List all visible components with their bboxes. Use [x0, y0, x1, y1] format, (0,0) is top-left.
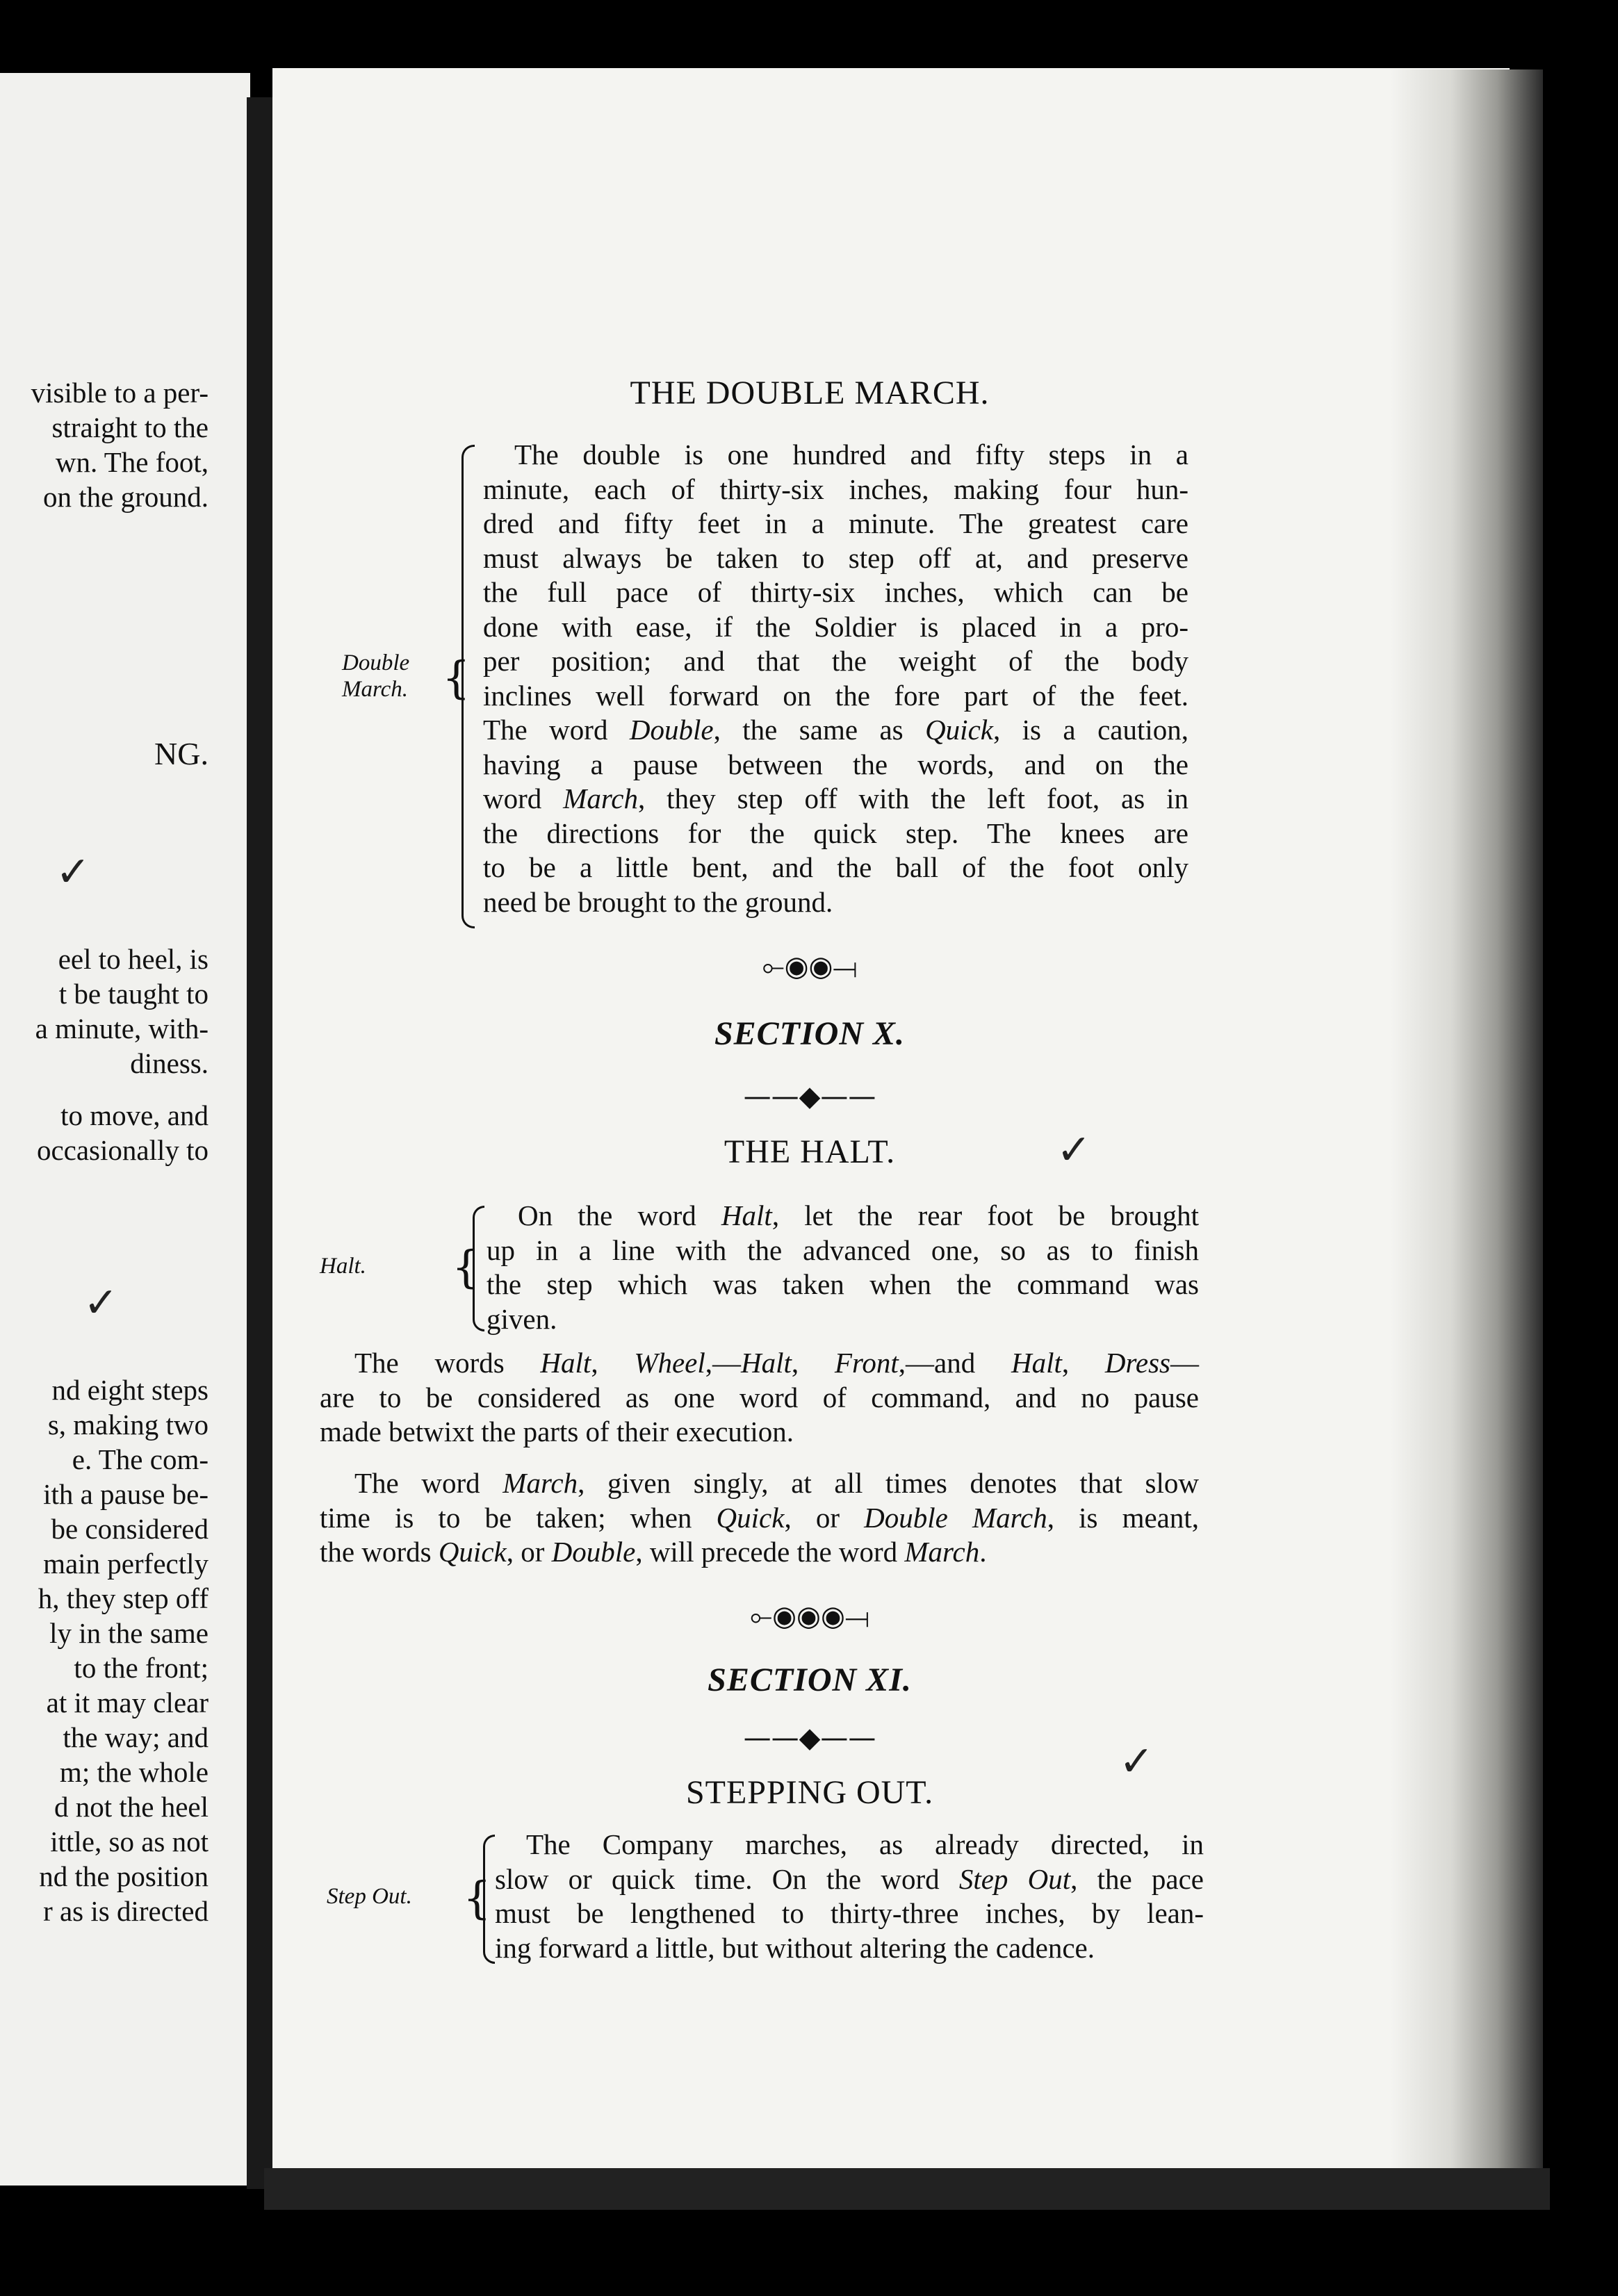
text-line: need be brought to the ground. [483, 885, 833, 918]
marginal-line: Double [342, 650, 410, 675]
left-page-line: at it may clear [46, 1687, 209, 1719]
text-line: must always be taken to step off at, and preserve [483, 541, 1188, 574]
left-page-line: d not the heel [54, 1791, 209, 1823]
text-line: to be a little bent, and the ball of the foot only [483, 851, 1188, 883]
double-march-brace-tip: { [442, 653, 471, 704]
left-page-line: be considered [51, 1513, 209, 1545]
left-page-line: m; the whole [59, 1756, 209, 1788]
ornament-divider: ⟜◉◉⟞ [762, 951, 858, 983]
halt-heading: THE HALT. [724, 1133, 896, 1170]
step-out-marginal: Step Out. [327, 1884, 412, 1909]
left-page-line: to move, and [60, 1099, 209, 1131]
left-page-line: h, they step off [38, 1582, 209, 1614]
left-page-line: r as is directed [43, 1895, 209, 1927]
left-page-line: visible to a per- [31, 377, 209, 409]
left-page-line: e. The com- [72, 1443, 209, 1475]
text-line: having a pause between the words, and on the [483, 748, 1188, 780]
text-line: ing forward a little, but without altering the cadence. [495, 1931, 1095, 1964]
text-line: per position; and that the weight of the body [483, 645, 1188, 677]
double-march-heading: THE DOUBLE MARCH. [630, 375, 990, 411]
left-page-line: wn. The foot, [55, 446, 209, 478]
text-line: the words Quick, or Double, will precede the word March. [320, 1536, 987, 1568]
left-page-line: ith a pause be- [43, 1478, 209, 1510]
text-line: inclines well forward on the fore part of the feet. [483, 679, 1188, 712]
text-line: the full pace of thirty-six inches, which can be [483, 576, 1188, 608]
left-page-line: t be taught to [58, 978, 209, 1010]
section-x-title: SECTION X. [714, 1015, 906, 1052]
text-line: The words Halt, Wheel,—Halt, Front,—and Halt, Dress— [354, 1347, 1200, 1379]
text-line: dred and fifty feet in a minute. The greatest care [483, 507, 1188, 539]
halt-marginal: Halt. [320, 1254, 366, 1279]
step-out-brace-tip: { [463, 1873, 491, 1924]
halt-paragraph-3 [320, 1466, 1199, 1570]
text-line: given. [487, 1302, 557, 1335]
text-line: must be lengthened to thirty-three inches, by lean- [495, 1897, 1204, 1929]
ornament-divider: ⟜◉◉◉⟞ [750, 1600, 869, 1632]
halt-text [487, 1199, 1199, 1336]
stepping-out-heading: STEPPING OUT. [685, 1774, 934, 1811]
pencil-check-icon: ✓ [83, 1279, 119, 1327]
text-line: minute, each of thirty-six inches, making four hun- [483, 473, 1188, 505]
left-page-line: a minute, with- [35, 1012, 209, 1044]
left-page-line: NG. [154, 736, 209, 771]
left-page-line: nd eight steps [51, 1374, 209, 1406]
halt-paragraph-2 [320, 1346, 1199, 1450]
left-page-line: eel to heel, is [58, 943, 209, 975]
section-xi-title: SECTION XI. [708, 1662, 912, 1698]
page-number [0, 299, 749, 339]
halt-brace-tip: { [452, 1242, 480, 1293]
text-line: the directions for the quick step. The knees are [483, 817, 1188, 849]
text-line: The word Double, the same as Quick, is a caution, [483, 714, 1188, 746]
page-bottom-edge [264, 2168, 1550, 2210]
left-page-line: diness. [130, 1047, 209, 1079]
left-page-line: occasionally to [36, 1134, 209, 1166]
double-march-marginal [342, 650, 409, 703]
pencil-check-icon: ✓ [56, 848, 91, 896]
rule-divider: ——◆—— [743, 1081, 876, 1113]
left-page-line: straight to the [51, 411, 209, 443]
text-line: time is to be taken; when Quick, or Double March, is meant, [320, 1501, 1200, 1534]
left-page-line: nd the position [39, 1860, 209, 1892]
left-page-line: main perfectly [43, 1548, 209, 1580]
pencil-check-icon: ✓ [1119, 1737, 1154, 1786]
text-line: done with ease, if the Soldier is placed in a pro- [483, 610, 1188, 643]
rule-divider: ——◆—— [743, 1722, 876, 1754]
marginal-line: March. [342, 677, 409, 702]
left-page-line: the way; and [63, 1721, 209, 1753]
step-out-text [495, 1828, 1204, 1965]
left-page-line: to the front; [74, 1652, 209, 1684]
left-page-line: ittle, so as not [50, 1826, 209, 1858]
text-line: are to be considered as one word of command, and no pause [320, 1381, 1199, 1413]
double-march-text [483, 438, 1188, 919]
text-line: The Company marches, as already directed, in [526, 1828, 1204, 1860]
text-line: The word March, given singly, at all times denotes that slow [354, 1467, 1199, 1499]
text-line: made betwixt the parts of their execution. [320, 1416, 794, 1448]
text-line: up in a line with the advanced one, so as to finish [487, 1233, 1199, 1266]
text-line: slow or quick time. On the word Step Out, the pace [495, 1862, 1204, 1895]
text-line: word March, they step off with the left foot, as in [483, 782, 1188, 814]
left-page-line: s, making two [47, 1409, 209, 1441]
text-line: The double is one hundred and fifty steps in a [514, 438, 1188, 470]
text-line: the step which was taken when the command was [487, 1268, 1199, 1300]
left-page-line: on the ground. [43, 481, 209, 513]
left-page-line: ly in the same [49, 1617, 209, 1649]
pencil-check-icon: ✓ [1056, 1126, 1092, 1174]
text-line: On the word Halt, let the rear foot be brought [518, 1199, 1199, 1231]
